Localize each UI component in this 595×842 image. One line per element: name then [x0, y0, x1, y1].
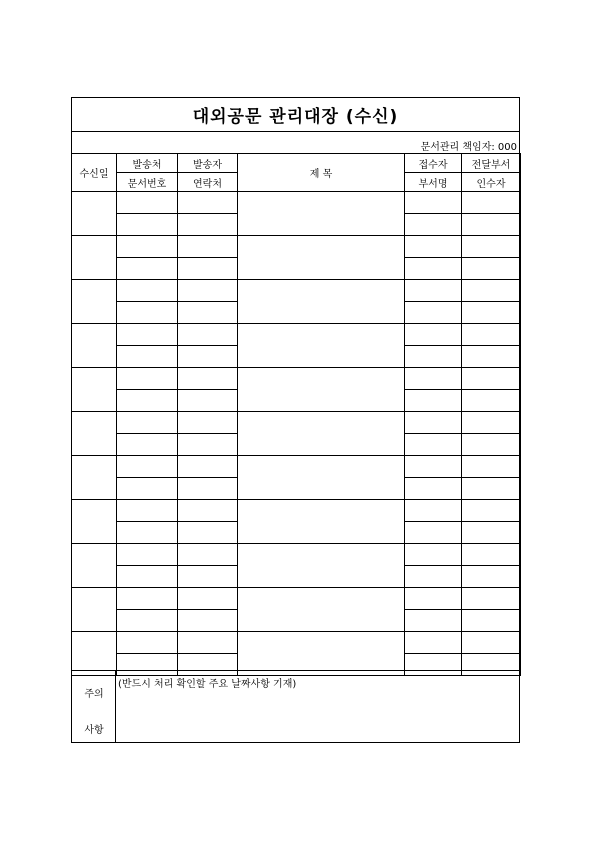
- record-row: [72, 588, 521, 610]
- sender-person-cell[interactable]: [178, 280, 238, 302]
- subject-cell[interactable]: [238, 368, 405, 412]
- department-cell[interactable]: [405, 522, 462, 544]
- subject-cell[interactable]: [238, 236, 405, 280]
- notes-label-line2: 사항: [84, 725, 104, 736]
- sender-person-cell[interactable]: [178, 368, 238, 390]
- sender-cell[interactable]: [117, 588, 178, 610]
- record-row: [72, 324, 521, 346]
- manager-line: 문서관리 책임자: 000: [420, 142, 517, 153]
- sender-cell[interactable]: [117, 324, 178, 346]
- delivery-dept-cell[interactable]: [462, 192, 521, 214]
- subject-cell[interactable]: [238, 324, 405, 368]
- record-row: [72, 500, 521, 522]
- doc-number-cell[interactable]: [117, 566, 178, 588]
- contact-cell[interactable]: [178, 566, 238, 588]
- sender-person-cell[interactable]: [178, 456, 238, 478]
- delivery-dept-cell[interactable]: [462, 412, 521, 434]
- subject-cell[interactable]: [238, 412, 405, 456]
- receiver-cell[interactable]: [405, 588, 462, 610]
- sender-cell[interactable]: [117, 456, 178, 478]
- sender-person-cell[interactable]: [178, 236, 238, 258]
- header-delivery-dept: 전달부서: [462, 154, 521, 173]
- received-date-cell[interactable]: [72, 368, 117, 412]
- sender-person-cell[interactable]: [178, 324, 238, 346]
- sender-cell[interactable]: [117, 412, 178, 434]
- department-cell[interactable]: [405, 478, 462, 500]
- received-date-cell[interactable]: [72, 588, 117, 632]
- delivery-dept-cell[interactable]: [462, 280, 521, 302]
- department-cell[interactable]: [405, 610, 462, 632]
- doc-number-cell[interactable]: [117, 434, 178, 456]
- sender-cell[interactable]: [117, 500, 178, 522]
- receiver-cell[interactable]: [405, 368, 462, 390]
- record-row: [72, 192, 521, 214]
- contact-cell[interactable]: [178, 434, 238, 456]
- recipient-cell[interactable]: [462, 478, 521, 500]
- sender-person-cell[interactable]: [178, 192, 238, 214]
- subject-cell[interactable]: [238, 588, 405, 632]
- doc-number-cell[interactable]: [117, 522, 178, 544]
- contact-cell[interactable]: [178, 610, 238, 632]
- record-row: [72, 280, 521, 302]
- delivery-dept-cell[interactable]: [462, 324, 521, 346]
- receiver-cell[interactable]: [405, 456, 462, 478]
- received-date-cell[interactable]: [72, 544, 117, 588]
- header-contact: 연락처: [178, 173, 238, 192]
- doc-number-cell[interactable]: [117, 214, 178, 236]
- delivery-dept-cell[interactable]: [462, 588, 521, 610]
- department-cell[interactable]: [405, 258, 462, 280]
- header-doc-number: 문서번호: [117, 173, 178, 192]
- sender-cell[interactable]: [117, 236, 178, 258]
- contact-cell[interactable]: [178, 390, 238, 412]
- page-title: 대외공문 관리대장 (수신): [72, 98, 519, 132]
- contact-cell[interactable]: [178, 214, 238, 236]
- recipient-cell[interactable]: [462, 390, 521, 412]
- record-row: [72, 368, 521, 390]
- subject-cell[interactable]: [238, 280, 405, 324]
- sender-cell[interactable]: [117, 280, 178, 302]
- contact-cell[interactable]: [178, 478, 238, 500]
- sender-person-cell[interactable]: [178, 588, 238, 610]
- register-table: [71, 153, 521, 676]
- notes-section: [72, 670, 519, 742]
- recipient-cell[interactable]: [462, 214, 521, 236]
- receiver-cell[interactable]: [405, 632, 462, 654]
- department-cell[interactable]: [405, 214, 462, 236]
- receiver-cell[interactable]: [405, 192, 462, 214]
- doc-number-cell[interactable]: [117, 478, 178, 500]
- header-department: 부서명: [405, 173, 462, 192]
- contact-cell[interactable]: [178, 522, 238, 544]
- received-date-cell[interactable]: [72, 280, 117, 324]
- sender-cell[interactable]: [117, 632, 178, 654]
- recipient-cell[interactable]: [462, 566, 521, 588]
- doc-number-cell[interactable]: [117, 258, 178, 280]
- header-receiver: 접수자: [405, 154, 462, 173]
- sender-person-cell[interactable]: [178, 412, 238, 434]
- received-date-cell[interactable]: [72, 456, 117, 500]
- register-sheet: [71, 97, 520, 743]
- receiver-cell[interactable]: [405, 324, 462, 346]
- sender-person-cell[interactable]: [178, 632, 238, 654]
- notes-text: (반드시 처리 확인할 주요 날짜사항 기재): [118, 679, 297, 690]
- receiver-cell[interactable]: [405, 280, 462, 302]
- record-row: [72, 236, 521, 258]
- recipient-cell[interactable]: [462, 610, 521, 632]
- subject-cell[interactable]: [238, 632, 405, 676]
- record-row: [72, 632, 521, 654]
- record-row: [72, 456, 521, 478]
- header-subject: 제 목: [238, 154, 405, 192]
- subject-cell[interactable]: [238, 456, 405, 500]
- subject-cell[interactable]: [238, 500, 405, 544]
- received-date-cell[interactable]: [72, 500, 117, 544]
- delivery-dept-cell[interactable]: [462, 500, 521, 522]
- contact-cell[interactable]: [178, 302, 238, 324]
- doc-number-cell[interactable]: [117, 610, 178, 632]
- department-cell[interactable]: [405, 390, 462, 412]
- delivery-dept-cell[interactable]: [462, 236, 521, 258]
- received-date-cell[interactable]: [72, 412, 117, 456]
- header-received-date: 수신일: [72, 154, 117, 192]
- received-date-cell[interactable]: [72, 632, 117, 676]
- sender-person-cell[interactable]: [178, 500, 238, 522]
- doc-number-cell[interactable]: [117, 302, 178, 324]
- contact-cell[interactable]: [178, 346, 238, 368]
- header-sender: 발송처: [117, 154, 178, 173]
- receiver-cell[interactable]: [405, 236, 462, 258]
- receiver-cell[interactable]: [405, 544, 462, 566]
- recipient-cell[interactable]: [462, 434, 521, 456]
- recipient-cell[interactable]: [462, 346, 521, 368]
- sender-cell[interactable]: [117, 544, 178, 566]
- header-recipient: 인수자: [462, 173, 521, 192]
- subject-cell[interactable]: [238, 544, 405, 588]
- recipient-cell[interactable]: [462, 522, 521, 544]
- sender-cell[interactable]: [117, 368, 178, 390]
- delivery-dept-cell[interactable]: [462, 632, 521, 654]
- department-cell[interactable]: [405, 302, 462, 324]
- received-date-cell[interactable]: [72, 324, 117, 368]
- header-sender-person: 발송자: [178, 154, 238, 173]
- notes-label: [72, 671, 116, 742]
- record-row: [72, 544, 521, 566]
- doc-number-cell[interactable]: [117, 390, 178, 412]
- sender-person-cell[interactable]: [178, 544, 238, 566]
- department-cell[interactable]: [405, 434, 462, 456]
- delivery-dept-cell[interactable]: [462, 456, 521, 478]
- subject-cell[interactable]: [238, 192, 405, 236]
- delivery-dept-cell[interactable]: [462, 544, 521, 566]
- received-date-cell[interactable]: [72, 192, 117, 236]
- recipient-cell[interactable]: [462, 258, 521, 280]
- receiver-cell[interactable]: [405, 412, 462, 434]
- receiver-cell[interactable]: [405, 500, 462, 522]
- recipient-cell[interactable]: [462, 302, 521, 324]
- doc-number-cell[interactable]: [117, 346, 178, 368]
- record-row: [72, 412, 521, 434]
- department-cell[interactable]: [405, 346, 462, 368]
- sender-cell[interactable]: [117, 192, 178, 214]
- delivery-dept-cell[interactable]: [462, 368, 521, 390]
- notes-label-line1: 주의: [84, 689, 104, 700]
- received-date-cell[interactable]: [72, 236, 117, 280]
- department-cell[interactable]: [405, 566, 462, 588]
- contact-cell[interactable]: [178, 258, 238, 280]
